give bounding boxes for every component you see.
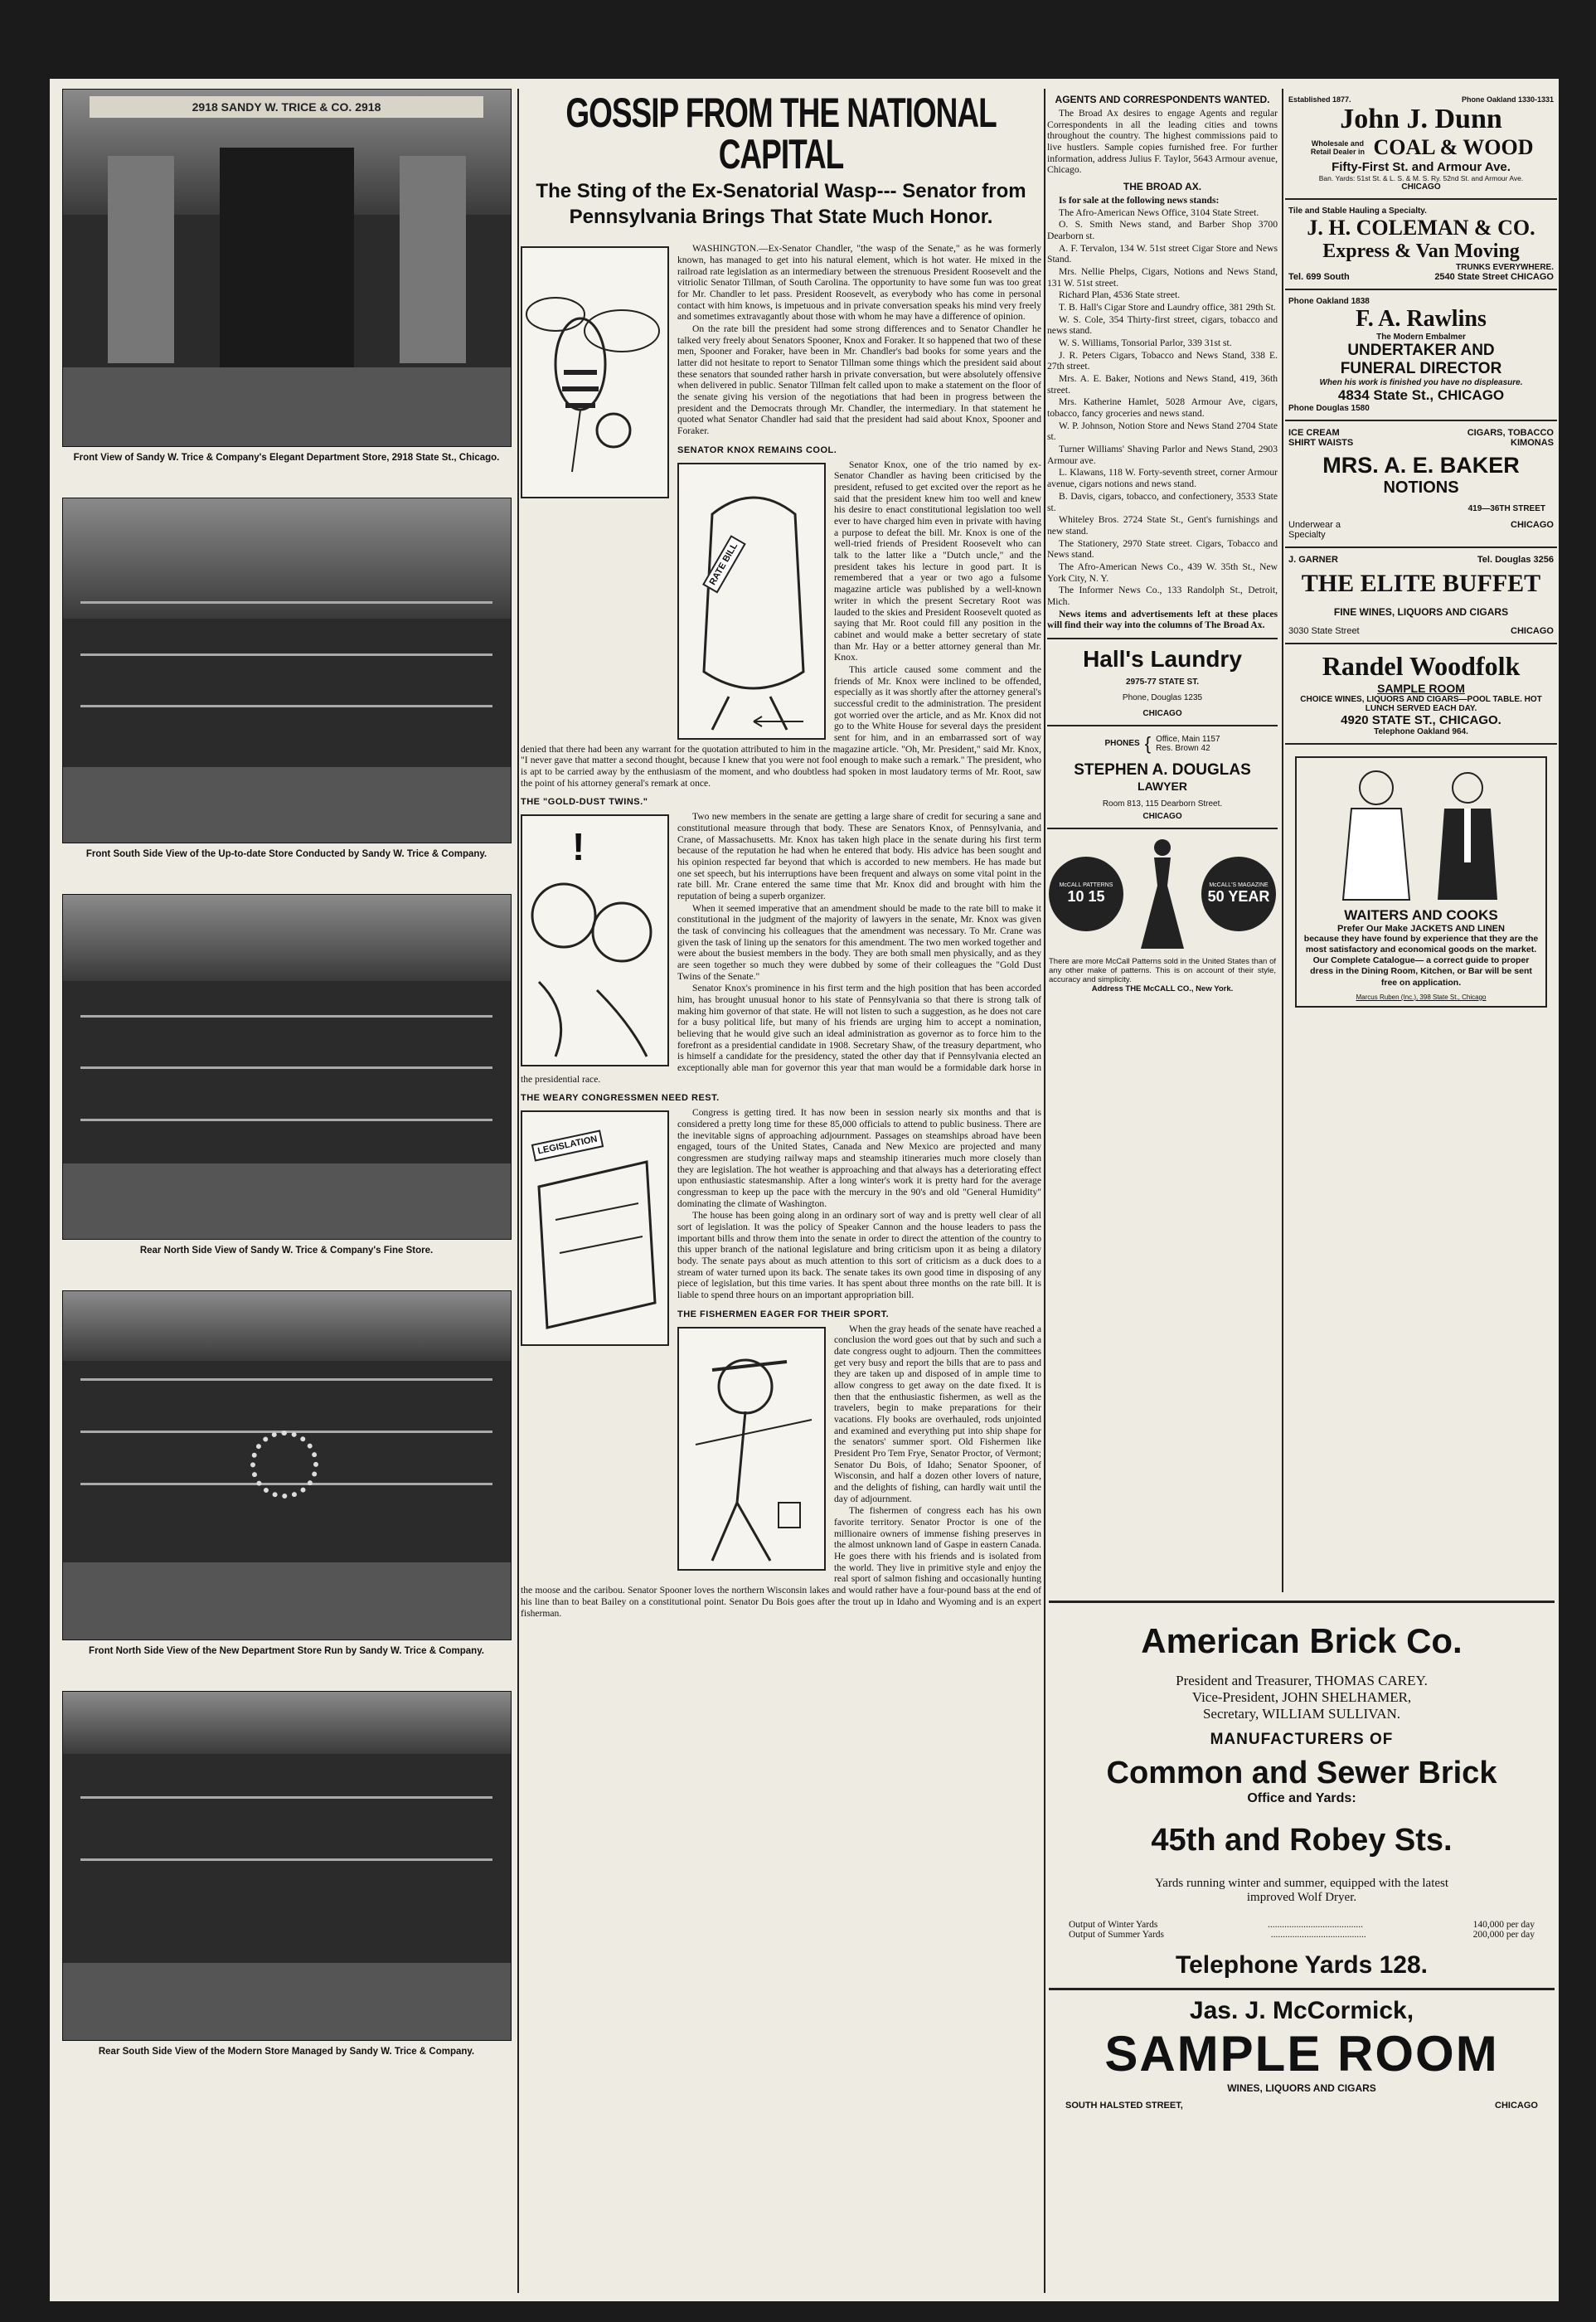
woodfolk-sample-room-ad: Randel Woodfolk SAMPLE ROOM CHOICE WINES, LIQUORS AND CIGARS—POOL TABLE. HOT LUNCH SERVED EACH DAY. 4920 STATE ST., CHICAGO. Telephone Oakland 964. (1285, 644, 1557, 745)
list-item: T. B. Hall's Cigar Store and Laundry office, 381 29th St. (1059, 302, 1276, 313)
mccall-magazine-badge: McCALL'S MAGAZINE 50 YEAR (1201, 857, 1276, 931)
paragraph: When the gray heads of the senate have reached a conclusion the word goes out that by such and such a date congress ought to adjourn. Then the committees get very busy and report the bills that are to pass and they are taken up and disposed of in ample time to allow congress to get away on the date fixed. It is then that the enthusiastic fishermen, as well as the travelers, begin to make preparations for their vacations. Fly books are overhauled, rods unjointed and examined and everything put into ship shape for the senators' summer sport. Old Fishermen like President Pro Tem Frye, Senator Proctor, of Vermont; Senator Du Bois, of Idaho; Senator Spooner, of Wisconsin, and half a dozen other lovers of nature, and the delights of fishing, can hardly wait until the day of adjournment. (834, 1323, 1041, 1504)
legislation-illustration (521, 1110, 669, 1346)
stands-list: Is for sale at the following news stands: The Afro-American News Office, 3104 State Street. O. S. Smith News stand, and Barber Shop 3700 Dearborn st. A. F. Tervalon, 134 W. 51st street Cigar Store and News Stand. Mrs. Nellie Phelps, Cigars, Notions and News Stand, 131 W. 51st street. Richard Plan, 4536 State street. T. B. Hall's Cigar Store and Laundry office, 381 29th St. W. S. Cole, 354 Thirty-first street, cigars, tobacco and news stand. W. S. Williams, Tonsorial Parlor, 339 31st st. J. R. Peters Cigars, Tobacco and News Stand, 338 E. 27th street. Mrs. A. E. Baker, Notions and News Stand, 419, 36th street. Mrs. Katherine Hamlet, 5028 Armour Ave, cigars, tobacco, fancy groceries and news stand. W. P. Johnson, Notion Store and News Stand 2704 State st. Turner Williams' Shaving Parlor and News Stand, 2903 Armour ave. L. Klawans, 118 W. Forty-seventh street, corner Armour avenue, cigars notions and news stand. B. Davis, cigars, tobacco, and confectionery, 3533 State st. Whiteley Bros. 2724 State St., Gent's furnishings and new stand. The Stationery, 2970 State street. Cigars, Tobacco and News stand. The Afro-American News Co., 439 W. 35th St., New York City, N. Y. The Informer News Co., 133 Randolph St., Detroit, Mich. News items and advertisements left at these places will find their way into the columns of The Broad Ax. (1047, 195, 1278, 631)
list-item: W. P. Johnson, Notion Store and News Stand 2704 State st. (1047, 420, 1278, 443)
chef-and-waiter-icon (1302, 763, 1542, 904)
rawlins-undertaker-ad: Phone Oakland 1838 F. A. Rawlins The Modern Embalmer UNDERTAKER AND FUNERAL DIRECTOR When his work is finished you have no displeasure. 4834 State St., CHICAGO Phone Douglas 1580 (1285, 290, 1557, 421)
paragraph: The house has been going along in an ordinary sort of way and is pretty well clear of all sort of legislation. It was the policy of Speaker Cannon and the house leaders to pass the important bills and throw them into the senate in order to direct the attention of the country to this upper branch of the national legislature and bring criticism upon it as being a dilatory body. The senate pays about as much attention to this sort of criticism as a duck does to a stream of water turned upon its back. The senate takes its own good time in disposing of any piece of legislation, but this time varies. It has spent about three months on the rate bill. It is liable to spend three hours on an important appropriation bill. (677, 1210, 1041, 1301)
photo-caption: Front South Side View of the Up-to-date Store Conducted by Sandy W. Trice & Company. (85, 848, 488, 859)
list-item: Turner Williams' Shaving Parlor and News Stand, 2903 Armour ave. (1047, 444, 1278, 466)
baker-notions-ad: ICE CREAM CIGARS, TOBACCO SHIRT WAISTS KIMONAS MRS. A. E. BAKER NOTIONS 419—36TH STREET Underwear a Specialty CHICAGO (1285, 421, 1557, 548)
paragraph: When it seemed imperative that an amendment should be made to the rate bill to make it constitutional in the judgment of the majority of lawyers in the senate, Mr. Knox was given the task of convincing his colleagues that the amendment was necessary. To Mr. Crane was given the task of lining up the senators for this amendment. The two men worked together and were about the busiest members in the body. They are both small men physically, and as they are seen together so much they were dubbed by some of their colleagues the "Gold Dust Twins of the Senate." (677, 902, 1041, 982)
paragraph: Two new members in the senate are getting a large share of credit for securing a sane and constitutional measure through that body. These are Senators Knox, of Pennsylvania, and Crane, of Massachusetts. Mr. Knox has taken high place in the senate during his first term because of the reputation he had when he entered that body. His advice has been sought and his opinion respected far beyond that which is accorded to new members. He has made but one set speech, but his interruptions have been frequent and always on some vital point in the rate bill. Mr. Crane entered the same time that Mr. Knox did and brought with him the reputation of being a superb organizer. (677, 811, 1041, 901)
masthead: GOSSIP FROM THE NATIONAL CAPITAL (565, 90, 997, 177)
coleman-express-ad: Tile and Stable Hauling a Specialty. J. H. COLEMAN & CO. Express & Van Moving TRUNKS EVERYWHERE. Tel. 699 South 2540 State Street CHICAGO (1285, 200, 1557, 290)
paragraph: This article caused some comment and the friends of Mr. Knox were inclined to be offended, especially as it was shortly after the attorney general's successful credit to the administration. The president got worried over the article, and as Mr. Knox did not go to the White House for several days the president sent for him, and in an embarrassed sort of way denied that there had been any warrant for the quotation attributed to him in the magazine article. "Oh, Mr. President," said Mr. Knox, "I never gave that matter a second thought, because I knew that you were not fool enough to make such a remark." The president, who is apt to be carried away by the enthusiasm of the moment, and who doubtless had spoken in most laudatory terms of Mr. Root, saw the point of his attorney general's remark at once. (521, 663, 1041, 789)
mccall-patterns-badge: McCALL PATTERNS 10 15 (1049, 857, 1123, 931)
stands-note: News items and advertisements left at these places will find their way into the columns of The Broad Ax. (1047, 608, 1278, 631)
section-head: THE FISHERMEN EAGER FOR THEIR SPORT. (677, 1309, 890, 1319)
list-item: L. Klawans, 118 W. Forty-seventh street, corner Armour avenue, cigars notions and news stand. (1047, 467, 1278, 490)
list-item: Whiteley Bros. 2724 State St., Gent's furnishings and new stand. (1047, 514, 1278, 537)
gossip-column (521, 89, 1041, 2293)
paragraph: Congress is getting tired. It has now been in session nearly six months and that is considered a pretty long time for these 85,000 officials to attend to public business. There are the inevitable signs of approaching adjournment. Passages on steamships abroad have been engaged, tours of the United States, Canada and New Mexico are projected and many congressmen are studying railway maps and steamship itineraries much more closely than they are legislation. The hot weather is approaching and that always has a deteriorating effect upon enthusiastic statesmanship. After a long winter's work it is pretty hard for the average congressman to keep up the pace with the mercury in the 90's and old "General Humidity" dominating the climate of Washington. (677, 1107, 1041, 1209)
list-item: The Stationery, 2970 State street. Cigars, Tobacco and News stand. (1047, 537, 1278, 561)
store-photo-front (62, 89, 512, 447)
store-photo-front-north (62, 1290, 512, 1640)
mccall-ad: McCALL PATTERNS 10 15 McCALL'S MAGAZINE 50 YEAR There are more McCall Patterns sold in the United States than of any other make of patterns. This is on account of their style, accuracy and simplicity. Address THE McCALL CO., New York. (1047, 829, 1278, 1000)
agents-text: The Broad Ax desires to engage Agents and regular Correspondents in all the leading cities and towns throughout the country. The highest commissions paid to live hustlers. Sample copies furnished free. For further information, address Julius F. Taylor, 5643 Armour avenue, Chicago. (1047, 108, 1278, 176)
list-item: O. S. Smith News stand, and Barber Shop 3700 Dearborn st. (1047, 219, 1278, 242)
column-rule (1044, 89, 1045, 2293)
store-photo-rear-south (62, 1691, 512, 2041)
photo-caption: Front North Side View of the New Department Store Run by Sandy W. Trice & Company. (89, 1645, 484, 1656)
paragraph: Senator Knox, one of the trio named by ex-Senator Chandler as having been criticised by the president, refused to get excited over the report as he said that the president knew him too well and knew his desire to enact constitutional legislation too well ever to have charged him even in private with having a purpose to defeat the bill. Mr. Knox is one of the well-tried friends of President Roosevelt who can talk to the latter like a "Dutch uncle," and the president takes his lecture in good part. It is remembered that a year or two ago a fulsome magazine article was published by a well-known writer in which the present Secretary Root was lauded to the skies and President Roosevelt quoted as saying that Mr. Root could fill any position in the cabinet and would make a better secretary of state than Mr. Hay or a better attorney general than Mr. Knox. (834, 459, 1041, 663)
newspaper-page (50, 79, 1559, 2301)
douglas-lawyer-ad: PHONES { Office, Main 1157 Res. Brown 42 STEPHEN A. DOUGLAS LAWYER Room 813, 115 Dearborn Street. CHICAGO (1047, 726, 1278, 829)
waiters-cooks-ad: WAITERS AND COOKS Prefer Our Make JACKETS AND LINEN because they have found by experience that they are the most satisfactory and economical goods on the market. Our Complete Catalogue— a correct guide to proper dress in the Dining Room, Kitchen, or Bar will be sent free on application. Marcus Ruben (Inc.), 398 State St., Chicago (1295, 756, 1547, 1008)
ads-column (1285, 89, 1557, 1592)
dress-figure-icon (1138, 836, 1187, 952)
mccormick-ad: Jas. J. McCormick, SAMPLE ROOM WINES, LIQUORS AND CIGARS SOUTH HALSTED STREET, CHICAGO (1065, 1997, 1538, 2111)
fisherman-illustration (677, 1327, 826, 1571)
list-item: B. Davis, cigars, tobacco, and confectionery, 3533 State st. (1047, 490, 1278, 513)
list-item: The Afro-American News Office, 3104 State Street. (1059, 206, 1259, 218)
paragraph: The fishermen of congress each has his own favorite territory. Senator Proctor is one of the millionaire owners of immense fishing preserves in the almost unknown land of Gaspe in eastern Canada. He goes there with his friends and is isolated from the world. They live in primitive style and enjoy the real sport of salmon fishing and occasionally hunting the moose and the caribou. Senator Spooner loves the northern Wisconsin lakes and would rather have a four-pound bass at the end of his line than to beat Bailey on a constitutional point. Senator Du Bois goes after the trout up in Idaho and Wyoming and is an expert fisherman. (521, 1505, 1041, 1619)
photo-caption: Rear South Side View of the Modern Store Managed by Sandy W. Trice & Company. (98, 2046, 475, 2057)
column-rule (1282, 89, 1283, 1592)
subhead: The Sting of the Ex-Senatorial Wasp--- Senator from Pennsylvania Brings That State Much Honor. (536, 180, 1026, 229)
store-sign: 2918 SANDY W. TRICE & CO. 2918 (90, 96, 483, 118)
figure-label: ! (572, 825, 585, 869)
list-item: W. S. Cole, 354 Thirty-first street, cigars, tobacco and news stand. (1047, 313, 1278, 337)
list-item: A. F. Tervalon, 134 W. 51st street Cigar Store and News Stand. (1047, 242, 1278, 265)
list-item: Mrs. A. E. Baker, Notions and News Stand, 419, 36th street. (1047, 373, 1278, 396)
paragraph: On the rate bill the president had some strong differences and to Senator Chandler he talked very freely about Senators Spooner, Knox and Foraker. It so happened that two of these men, Spooner and Foraker, have been in Mr. Chandler's bad books for some years and the latter did not hesitate to report to Senator Tillman some things which the president said about these senators that sounded rather harsh in private conversation, but were absolutely offensive when delivered in public. Senator Tillman felt called upon to make a statement on the floor of the senate giving his version of the negotiations that had been in progress between the president and the Democrats through Mr. Chandler, the intermediary. In that statement he quoted what Senator Chandler had said that the president had said about Knox, Spooner and Foraker. (677, 323, 1041, 437)
column-rule (517, 89, 519, 2293)
elite-buffet-ad: J. GARNER Tel. Douglas 3256 THE ELITE BUFFET FINE WINES, LIQUORS AND CIGARS 3030 State Street CHICAGO (1285, 548, 1557, 644)
halls-laundry-ad: Hall's Laundry 2975-77 STATE ST. Phone, Douglas 1235 CHICAGO (1047, 638, 1278, 726)
photo-caption: Front View of Sandy W. Trice & Company's Elegant Department Store, 2918 State St., Chicago. (73, 453, 500, 463)
dunn-coal-ad: Established 1877. Phone Oakland 1330-1331 John J. Dunn Wholesale and Retail Dealer in COAL & WOOD Fifty-First St. and Armour Ave. Ban. Yards: 51st St. & L. S. & M. S. Ry. 52nd St. and Armour Ave. CHICAGO (1285, 89, 1557, 200)
store-photo-south-front (62, 498, 512, 843)
paragraph: WASHINGTON.—Ex-Senator Chandler, "the wasp of the Senate," as he was formerly known, has managed to get into his natural element, which is hot water. He mixed in the railroad rate legislation as an intermediary between the strenuous President Roosevelt and the vitriolic Senator Tillman, of South Carolina. The opportunity to have some fun was too great for Mr. Chandler to let pass. President Roosevelt, as everybody who has come in personal contact with him knows, is impetuous and in private conversation speaks his mind very freely and sometimes extravagantly about those with whom he may have a difference of opinion. (677, 243, 1041, 323)
list-item: Mrs. Katherine Hamlet, 5028 Armour Ave, cigars, tobacco, fancy groceries and news stand. (1047, 396, 1278, 420)
broadax-column (1047, 89, 1278, 1592)
figure-label: LEGISLATION (531, 1130, 604, 1162)
list-item: Richard Plan, 4536 State street. (1059, 289, 1181, 301)
paragraph: Senator Knox's prominence in his first term and the high position that has been accorded him, has brought unusual honor to his state of Pennsylvania so that there is strong talk of making him governor of that state. He will not listen to such a suggestion, as he does not care for a busy political life, but many of his friends are urging him to accept a nomination, believing that he would give such an ideal administration as governor as to force him to the forefront as a presidential candidate in 1908. Secretary Shaw, of the treasury department, who is himself a candidate for the presidency, stated the other day that if Pennsylvania elected an exceptionally able man for governor this year that man would be a formidable dark horse in the presidential race. (521, 983, 1041, 1085)
gossip-body (521, 243, 1041, 1619)
section-head: THE "GOLD-DUST TWINS." (521, 797, 648, 808)
gold-dust-twins-illustration (521, 814, 669, 1066)
store-photo-rear-north (62, 894, 512, 1240)
list-item: The Informer News Co., 133 Randolph St., Detroit, Mich. (1047, 585, 1278, 607)
figure-label: RATE BILL (702, 535, 745, 593)
list-item: J. R. Peters Cigars, Tobacco and News Stand, 338 E. 27th street. (1047, 349, 1278, 372)
stands-heading: THE BROAD AX. (1123, 181, 1202, 193)
section-head: SENATOR KNOX REMAINS COOL. (677, 444, 837, 455)
rate-bill-illustration (677, 463, 826, 740)
american-brick-ad: American Brick Co. President and Treasurer, THOMAS CAREY. Vice-President, JOHN SHELHAMER, Secretary, WILLIAM SULLIVAN. MANUFACTURERS OF Common and Sewer Brick Office and Yards: 45th and Robey Sts. Yards running winter and summer, equipped with the latest improved Wolf Dryer. Output of Winter Yards ........................................ 140,000 per day Output of Summer Yards ........................................ 200,000 per day Telephone Yards 128. Jas. J. McCormick, SAMPLE ROOM WINES, LIQUORS AND CIGARS SOUTH HALSTED STREET, CHICAGO (1049, 1601, 1555, 2300)
photo-caption: Rear North Side View of Sandy W. Trice & Company's Fine Store. (139, 1245, 434, 1256)
agents-heading: AGENTS AND CORRESPONDENTS WANTED. (1055, 94, 1270, 105)
list-item: Mrs. Nellie Phelps, Cigars, Notions and News Stand, 131 W. 51st street. (1047, 266, 1278, 289)
list-item: W. S. Williams, Tonsorial Parlor, 339 31st st. (1059, 338, 1232, 349)
list-item: The Afro-American News Co., 439 W. 35th St., New York City, N. Y. (1047, 561, 1278, 584)
section-head: THE WEARY CONGRESSMEN NEED REST. (521, 1093, 720, 1104)
photo-column (56, 89, 517, 2293)
wasp-illustration (521, 246, 669, 498)
